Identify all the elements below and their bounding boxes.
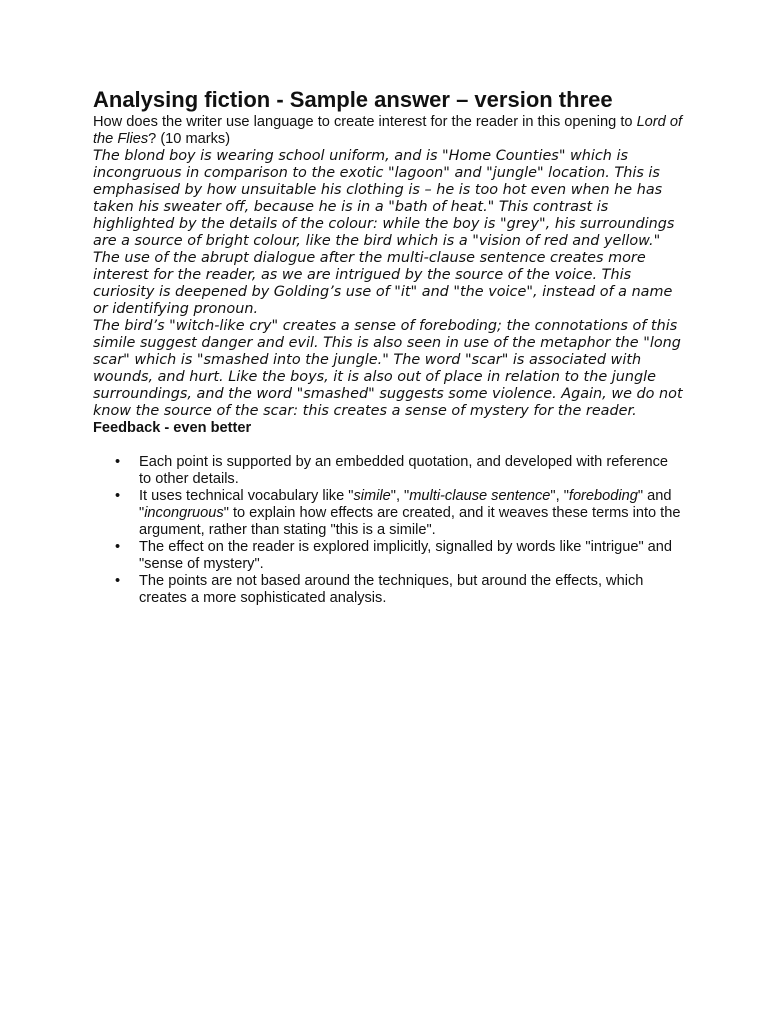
novel-title: Lord of the Flies [93, 114, 682, 147]
quote-mark: " [487, 199, 495, 215]
quote-mark: " [464, 352, 472, 368]
quotation: smashed into the jungle. [203, 352, 383, 368]
quotation: witch-like cry [175, 318, 272, 334]
list-item-text: The points are not based around the techniques, but around the effects, which creates a more sophisticated analysis. [139, 573, 644, 606]
quote-mark: " [123, 352, 130, 368]
answer-text: suggests some violence. Again, we do not know the source of the scar: this creates a sense of mystery for the reader. [93, 386, 683, 419]
answer-text: which is incongruous in comparison to the exotic [93, 148, 629, 181]
quote-mark: " [368, 386, 375, 402]
question-text [93, 114, 683, 148]
technical-term: multi-clause sentence [409, 488, 551, 504]
page-title: Analysing fiction - Sample answer – version three [93, 87, 613, 112]
quote-mark: " [271, 318, 279, 334]
bullet-icon: • [115, 454, 121, 470]
quotation: scar [471, 352, 502, 368]
quotation: Home Counties [448, 148, 559, 164]
list-item-text: ", " [550, 488, 569, 504]
answer-paragraph-1 [93, 148, 683, 318]
list-item-text: " to explain how effects are created, and it weaves these terms into the argument, rather than stating "this is a simile". [139, 505, 681, 538]
list-item-text: ", " [390, 488, 410, 504]
quotation: grey [506, 216, 540, 232]
answer-text: The bird’s [93, 318, 170, 334]
answer-paragraph-2 [93, 318, 683, 420]
list-item [115, 539, 684, 573]
quote-mark: " [387, 165, 395, 181]
quote-mark: " [388, 199, 395, 215]
answer-text: The blond boy is wearing school uniform, and is [93, 148, 443, 164]
quotation: jungle [492, 165, 537, 181]
quote-mark: " [410, 284, 418, 300]
quote-mark: " [500, 216, 507, 232]
question-line-1: How does the writer use language to create interest for the reader in this opening [93, 114, 617, 130]
quotation: smashed [303, 386, 369, 402]
quotation: bath of heat. [394, 199, 488, 215]
answer-text: and [417, 284, 454, 300]
bullet-icon: • [115, 573, 121, 589]
quote-mark: " [501, 352, 509, 368]
technical-term: incongruous [144, 505, 224, 521]
quote-mark: " [558, 148, 566, 164]
quote-mark: " [536, 165, 544, 181]
quote-mark: " [653, 233, 661, 249]
quote-mark: " [443, 165, 450, 181]
answer-text: is associated with wounds, and hurt. Like the boys, it is also out of place in relation to the jungle surroundings, and the word [93, 352, 656, 402]
quotation: it [400, 284, 411, 300]
quotation: long scar [93, 335, 681, 368]
quote-mark: " [196, 352, 204, 368]
list-item [115, 573, 684, 607]
list-item-text: " and " [139, 488, 672, 521]
bullet-icon: • [115, 488, 121, 504]
answer-text: , his surroundings are a source of bright colour, like the bird which is a [93, 216, 675, 249]
quote-mark: " [472, 233, 479, 249]
quote-mark: " [169, 318, 176, 334]
quote-mark: " [442, 148, 449, 164]
technical-term: foreboding [568, 488, 638, 504]
document-page [93, 86, 683, 607]
answer-text: The word [388, 352, 465, 368]
question-suffix: ? (10 marks) [148, 131, 231, 147]
list-item-text: It uses technical vocabulary like " [139, 488, 354, 504]
list-item-text: The effect on the reader is explored implicitly, signalled by words like "intrigue" and "sense of mystery". [139, 539, 673, 572]
technical-term: simile [353, 488, 391, 504]
feedback-heading: Feedback - even better [93, 420, 252, 436]
quote-mark: " [382, 352, 389, 368]
quote-mark: " [526, 284, 533, 300]
quote-mark: " [453, 284, 461, 300]
list-item-text: Each point is supported by an embedded quotation, and developed with reference to other details. [139, 454, 668, 487]
quote-mark: " [394, 284, 401, 300]
answer-text: This contrast is highlighted by the details of the colour: while the boy is [93, 199, 609, 232]
answer-text: creates a sense of foreboding; the connotations of this simile suggest danger and evil. This is also seen in use of the metaphor the [93, 318, 678, 351]
answer-text: The use of the abrupt dialogue after the multi-clause sentence creates more interest for the reader, as we are intrigued by the source of the voice. This curiosity is deepened by Golding’s use of [93, 250, 646, 300]
list-item [115, 454, 684, 488]
feedback-list [93, 454, 684, 607]
quotation: vision of red and yellow. [478, 233, 654, 249]
answer-text: which is [129, 352, 197, 368]
list-item [115, 488, 684, 539]
quote-mark: " [486, 165, 493, 181]
answer-text: and [449, 165, 487, 181]
answer-text: location. This is emphasised by how unsuitable his clothing is – he is too hot even when he has taken his sweater off, because he is in a [93, 165, 663, 215]
quotation: lagoon [394, 165, 444, 181]
question-prefix: to [620, 114, 637, 130]
answer-text: , instead of a name or identifying pronoun. [93, 284, 673, 317]
bullet-icon: • [115, 539, 121, 555]
quotation: the voice [460, 284, 527, 300]
quote-mark: " [296, 386, 304, 402]
quote-mark: " [539, 216, 546, 232]
quote-mark: " [643, 335, 650, 351]
